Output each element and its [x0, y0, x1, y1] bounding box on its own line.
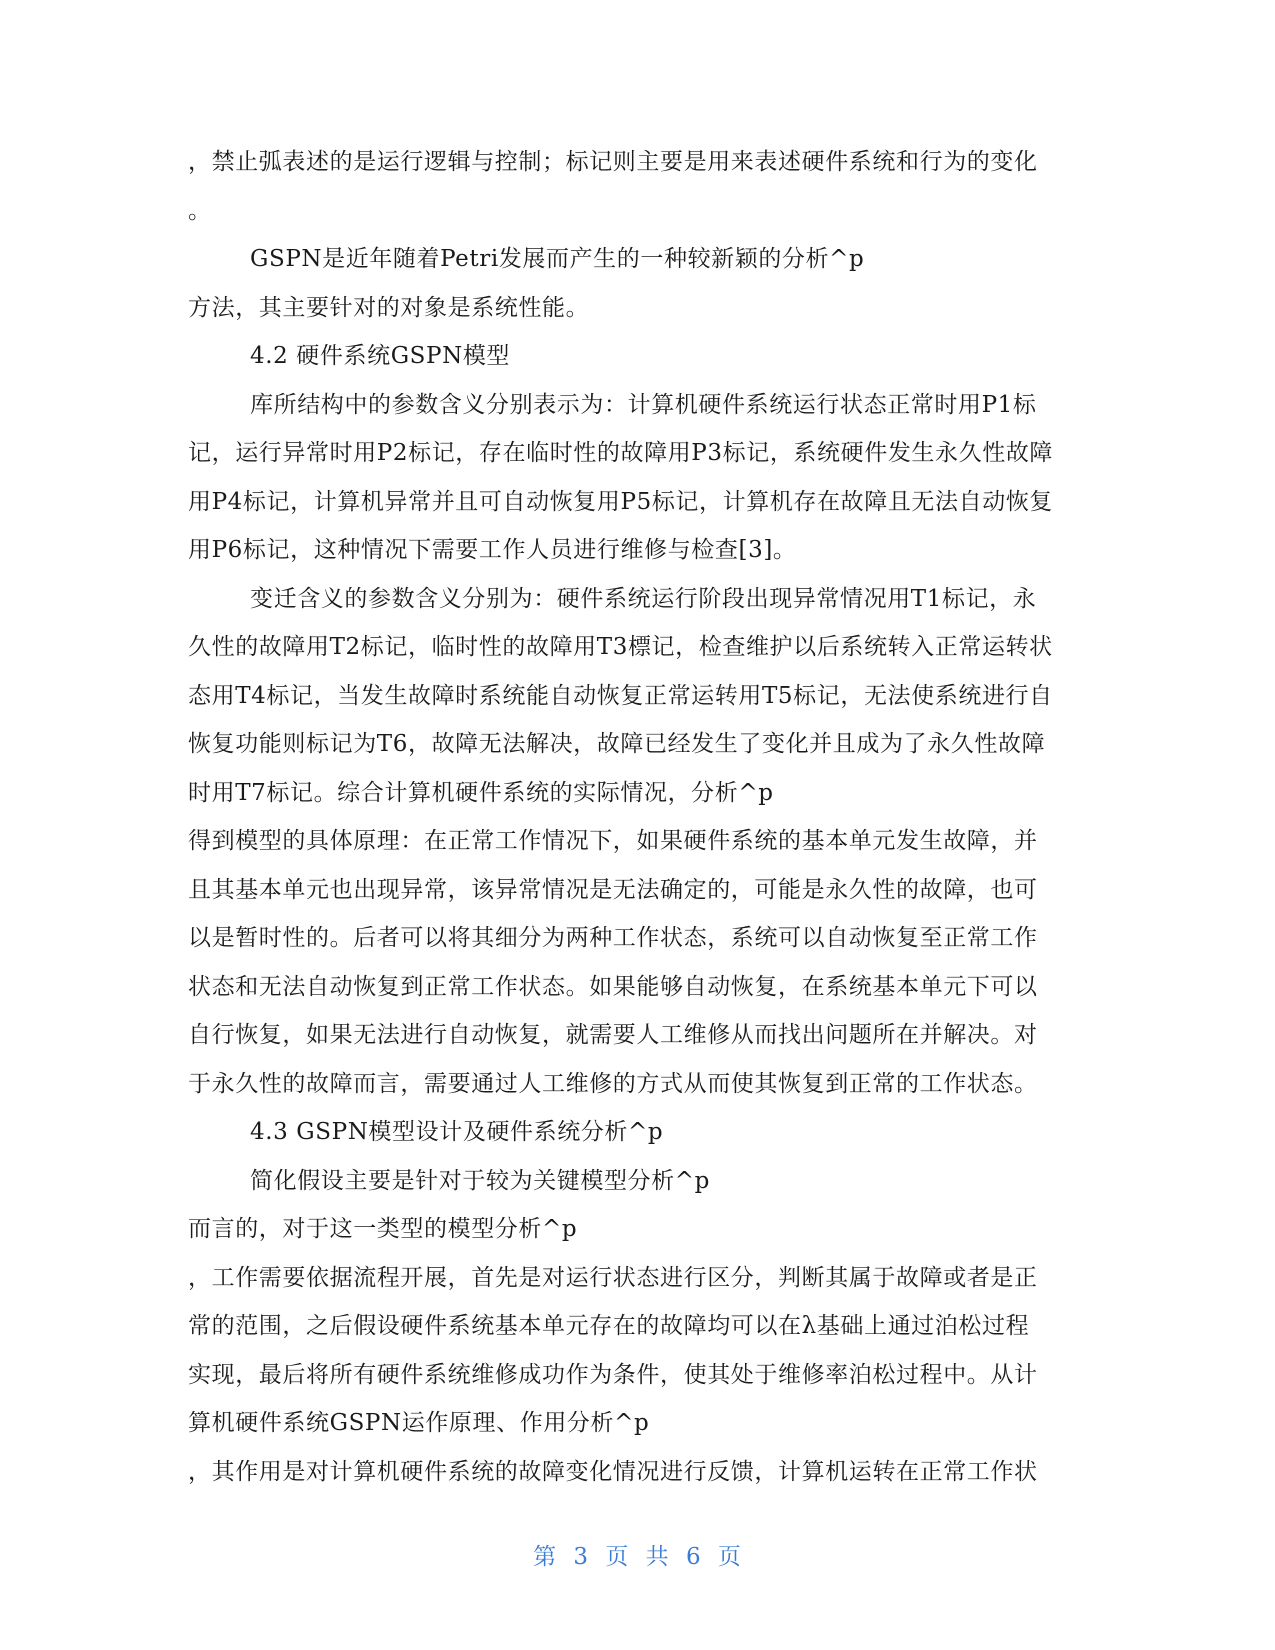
- page-number: 3: [573, 1544, 590, 1570]
- section-heading: 4.3 GSPN模型设计及硬件系统分析^p: [250, 1119, 664, 1145]
- text-line: ，其作用是对计算机硬件系统的故障变化情况进行反馈，计算机运转在正常工作状: [188, 1458, 1038, 1485]
- text-line: 时用T7标记。综合计算机硬件系统的实际情况，分析^p: [188, 779, 774, 806]
- text-line: 且其基本单元也出现异常，该异常情况是无法确定的，可能是永久性的故障，也可: [188, 876, 1038, 903]
- text-line: 算机硬件系统GSPN运作原理、作用分析^p: [188, 1410, 650, 1436]
- text-line: ，禁止弧表述的是运行逻辑与控制；标记则主要是用来表述硬件系统和行为的变化: [188, 149, 1038, 175]
- text-line: 记，运行异常时用P2标记，存在临时性的故障用P3标记，系统硬件发生永久性故障: [188, 440, 1054, 466]
- text-line: 用P4标记，计算机异常并且可自动恢复用P5标记，计算机存在故障且无法自动恢复: [188, 488, 1054, 515]
- text-line: 态用T4标记，当发生故障时系统能自动恢复正常运转用T5标记，无法使系统进行自: [188, 682, 1053, 709]
- text-line: 实现，最后将所有硬件系统维修成功作为条件，使其处于维修率泊松过程中。从计: [188, 1361, 1038, 1388]
- text-line: 久性的故障用T2标记，临时性的故障用T3標记，检查维护以后系统转入正常运转状: [188, 634, 1053, 660]
- text-line: GSPN是近年随着Petri发展而产生的一种较新颖的分析^p: [250, 246, 865, 272]
- text-line: 。: [188, 197, 212, 224]
- text-line: 于永久性的故障而言，需要通过人工维修的方式从而使其恢复到正常的工作状态。: [188, 1070, 1038, 1097]
- section-heading: 4.2 硬件系统GSPN模型: [250, 343, 511, 369]
- footer-total-label: 共: [645, 1544, 670, 1570]
- text-line: 以是暂时性的。后者可以将其细分为两种工作状态，系统可以自动恢复至正常工作: [188, 925, 1038, 951]
- text-line: 库所结构中的参数含义分别表示为：计算机硬件系统运行状态正常时用P1标: [250, 391, 1037, 418]
- footer-suffix: 页: [717, 1544, 742, 1570]
- text-line: 变迁含义的参数含义分别为：硬件系统运行阶段出现异常情况用T1标记，永: [250, 585, 1037, 612]
- text-line: 方法，其主要针对的对象是系统性能。: [188, 294, 590, 321]
- text-line: 而言的，对于这一类型的模型分析^p: [188, 1216, 578, 1242]
- text-line: 常的范围，之后假设硬件系统基本单元存在的故障均可以在λ基础上通过泊松过程: [188, 1313, 1030, 1339]
- footer-unit: 页: [605, 1544, 630, 1570]
- text-line: ，工作需要依据流程开展，首先是对运行状态进行区分，判断其属于故障或者是正: [188, 1264, 1038, 1291]
- text-line: 状态和无法自动恢复到正常工作状态。如果能够自动恢复，在系统基本单元下可以: [188, 973, 1038, 1000]
- document-body: [188, 146, 1088, 1504]
- page-total: 6: [685, 1544, 702, 1570]
- text-line: 自行恢复，如果无法进行自动恢复，就需要人工维修从而找出问题所在并解决。对: [188, 1022, 1038, 1048]
- footer-prefix: 第: [533, 1544, 558, 1570]
- text-line: 得到模型的具体原理：在正常工作情况下，如果硬件系统的基本单元发生故障，并: [188, 828, 1038, 854]
- text-line: 恢复功能则标记为T6，故障无法解决，故障已经发生了变化并且成为了永久性故障: [188, 731, 1046, 757]
- text-line: 简化假设主要是针对于较为关键模型分析^p: [250, 1167, 710, 1194]
- text-line: 用P6标记，这种情况下需要工作人员进行维修与检查[3]。: [188, 537, 797, 563]
- page-footer: [0, 1538, 1275, 1571]
